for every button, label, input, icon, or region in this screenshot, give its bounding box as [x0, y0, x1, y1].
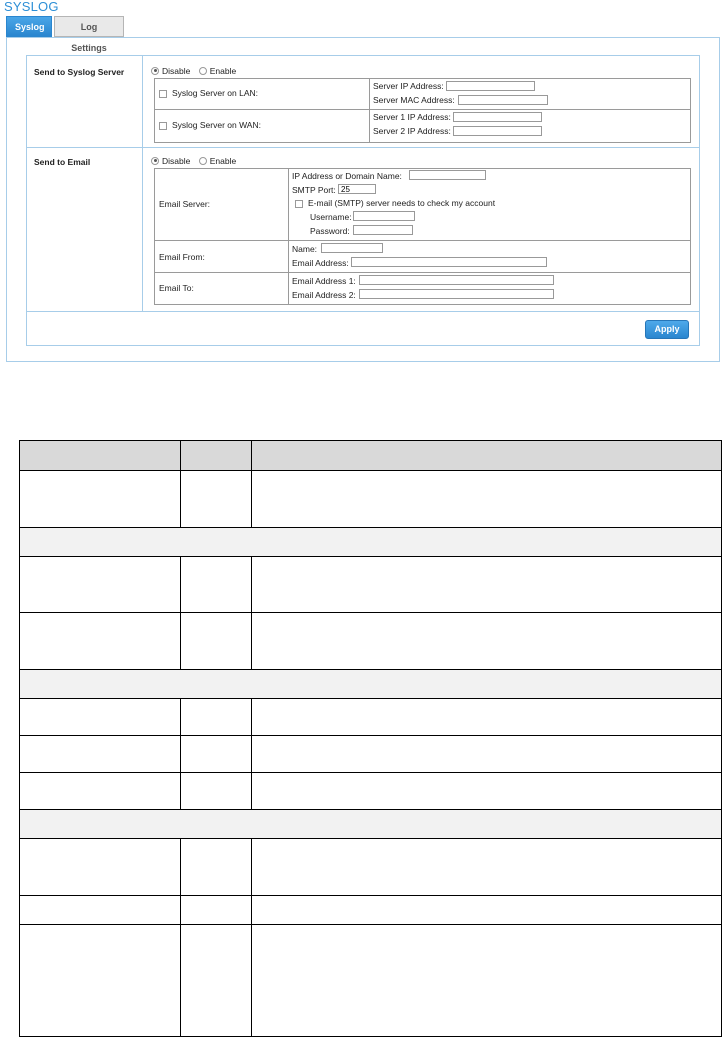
table-section-row [19, 527, 722, 556]
email-enable-label: Enable [209, 155, 237, 166]
email-enable-radio[interactable] [199, 157, 207, 165]
table-col-rule [251, 838, 252, 1037]
tab-log-settings[interactable]: Log Settings [54, 16, 124, 37]
table-rule [19, 924, 722, 925]
syslog-panel [6, 37, 720, 362]
auth-check-row [295, 198, 495, 208]
page-title: SYSLOG [4, 0, 59, 14]
smtp-port-input[interactable] [338, 184, 376, 194]
column-divider [142, 56, 143, 312]
email-server-label: Email Server: [159, 199, 211, 209]
wan-label: Syslog Server on WAN: [172, 120, 261, 130]
table-section-row [19, 669, 722, 698]
table-col-rule [180, 838, 181, 1037]
ip-domain-input[interactable] [409, 170, 486, 180]
tab-bar [6, 16, 124, 53]
password-label: Password: [310, 226, 350, 236]
from-name-label: Name: [292, 244, 318, 254]
wan-ip1-input[interactable] [453, 112, 542, 122]
table-rule [19, 895, 722, 896]
wan-ip2-input[interactable] [453, 126, 542, 136]
from-address-input[interactable] [351, 257, 547, 267]
table-rule [19, 698, 722, 699]
email-section-label: Send to Email [34, 157, 91, 167]
lan-row [159, 88, 258, 98]
wan-ip1-label: Server 1 IP Address: [373, 112, 451, 122]
table-section-row [19, 809, 722, 838]
table-rule [19, 440, 722, 441]
table-border [721, 440, 722, 1037]
table-rule [19, 772, 722, 773]
lan-mac-label: Server MAC Address: [373, 95, 455, 105]
table-col-rule [251, 556, 252, 669]
apply-button[interactable]: Apply [645, 320, 689, 339]
reference-table [19, 440, 722, 1037]
syslog-enable-radio[interactable] [199, 67, 207, 75]
section-divider [27, 147, 699, 148]
cell-divider [154, 240, 691, 241]
ip-domain-label: IP Address or Domain Name: [292, 171, 402, 181]
email-disable-label: Disable [162, 155, 191, 166]
to-address2-input[interactable] [359, 289, 554, 299]
table-rule [19, 1036, 722, 1037]
lan-ip-input[interactable] [446, 81, 535, 91]
table-rule [19, 470, 722, 471]
table-border [19, 440, 20, 1037]
email-to-label: Email To: [159, 283, 194, 293]
table-rule [19, 838, 722, 839]
table-rule [19, 669, 722, 670]
from-name-input[interactable] [321, 243, 383, 253]
cell-divider [154, 109, 691, 110]
smtp-port-label: SMTP Port: [292, 185, 336, 195]
to-address1-input[interactable] [359, 275, 554, 285]
syslog-disable-label: Disable [162, 65, 191, 76]
username-label: Username: [310, 212, 352, 222]
to-address2-label: Email Address 2: [292, 290, 356, 300]
lan-ip-label: Server IP Address: [373, 81, 444, 91]
table-col-rule [180, 698, 181, 809]
wan-ip2-label: Server 2 IP Address: [373, 126, 451, 136]
cell-divider [288, 168, 289, 305]
table-col-rule [251, 698, 252, 809]
syslog-form [26, 55, 700, 346]
email-from-label: Email From: [159, 252, 205, 262]
lan-checkbox[interactable] [159, 90, 167, 98]
wan-row [159, 120, 261, 130]
table-col-rule [180, 556, 181, 669]
syslog-disable-radio[interactable] [151, 67, 159, 75]
from-address-label: Email Address: [292, 258, 349, 268]
table-rule [19, 809, 722, 810]
section-divider [27, 311, 699, 312]
syslog-server-radio-group [151, 65, 242, 76]
email-radio-group [151, 155, 242, 166]
cell-divider [154, 272, 691, 273]
email-disable-radio[interactable] [151, 157, 159, 165]
table-col-rule [180, 440, 181, 527]
table-rule [19, 612, 722, 613]
lan-mac-input[interactable] [458, 95, 548, 105]
wan-checkbox[interactable] [159, 122, 167, 130]
username-input[interactable] [353, 211, 415, 221]
table-rule [19, 556, 722, 557]
auth-check-label: E-mail (SMTP) server needs to check my account [308, 198, 496, 208]
cell-divider [369, 78, 370, 143]
table-rule [19, 527, 722, 528]
table-rule [19, 735, 722, 736]
table-header [19, 440, 722, 470]
syslog-enable-label: Enable [209, 65, 237, 76]
lan-label: Syslog Server on LAN: [172, 88, 258, 98]
auth-checkbox[interactable] [295, 200, 303, 208]
table-col-rule [251, 440, 252, 527]
to-address1-label: Email Address 1: [292, 276, 356, 286]
password-input[interactable] [353, 225, 413, 235]
syslog-server-label: Send to Syslog Server [34, 67, 125, 77]
tab-syslog[interactable]: Syslog [6, 16, 52, 37]
